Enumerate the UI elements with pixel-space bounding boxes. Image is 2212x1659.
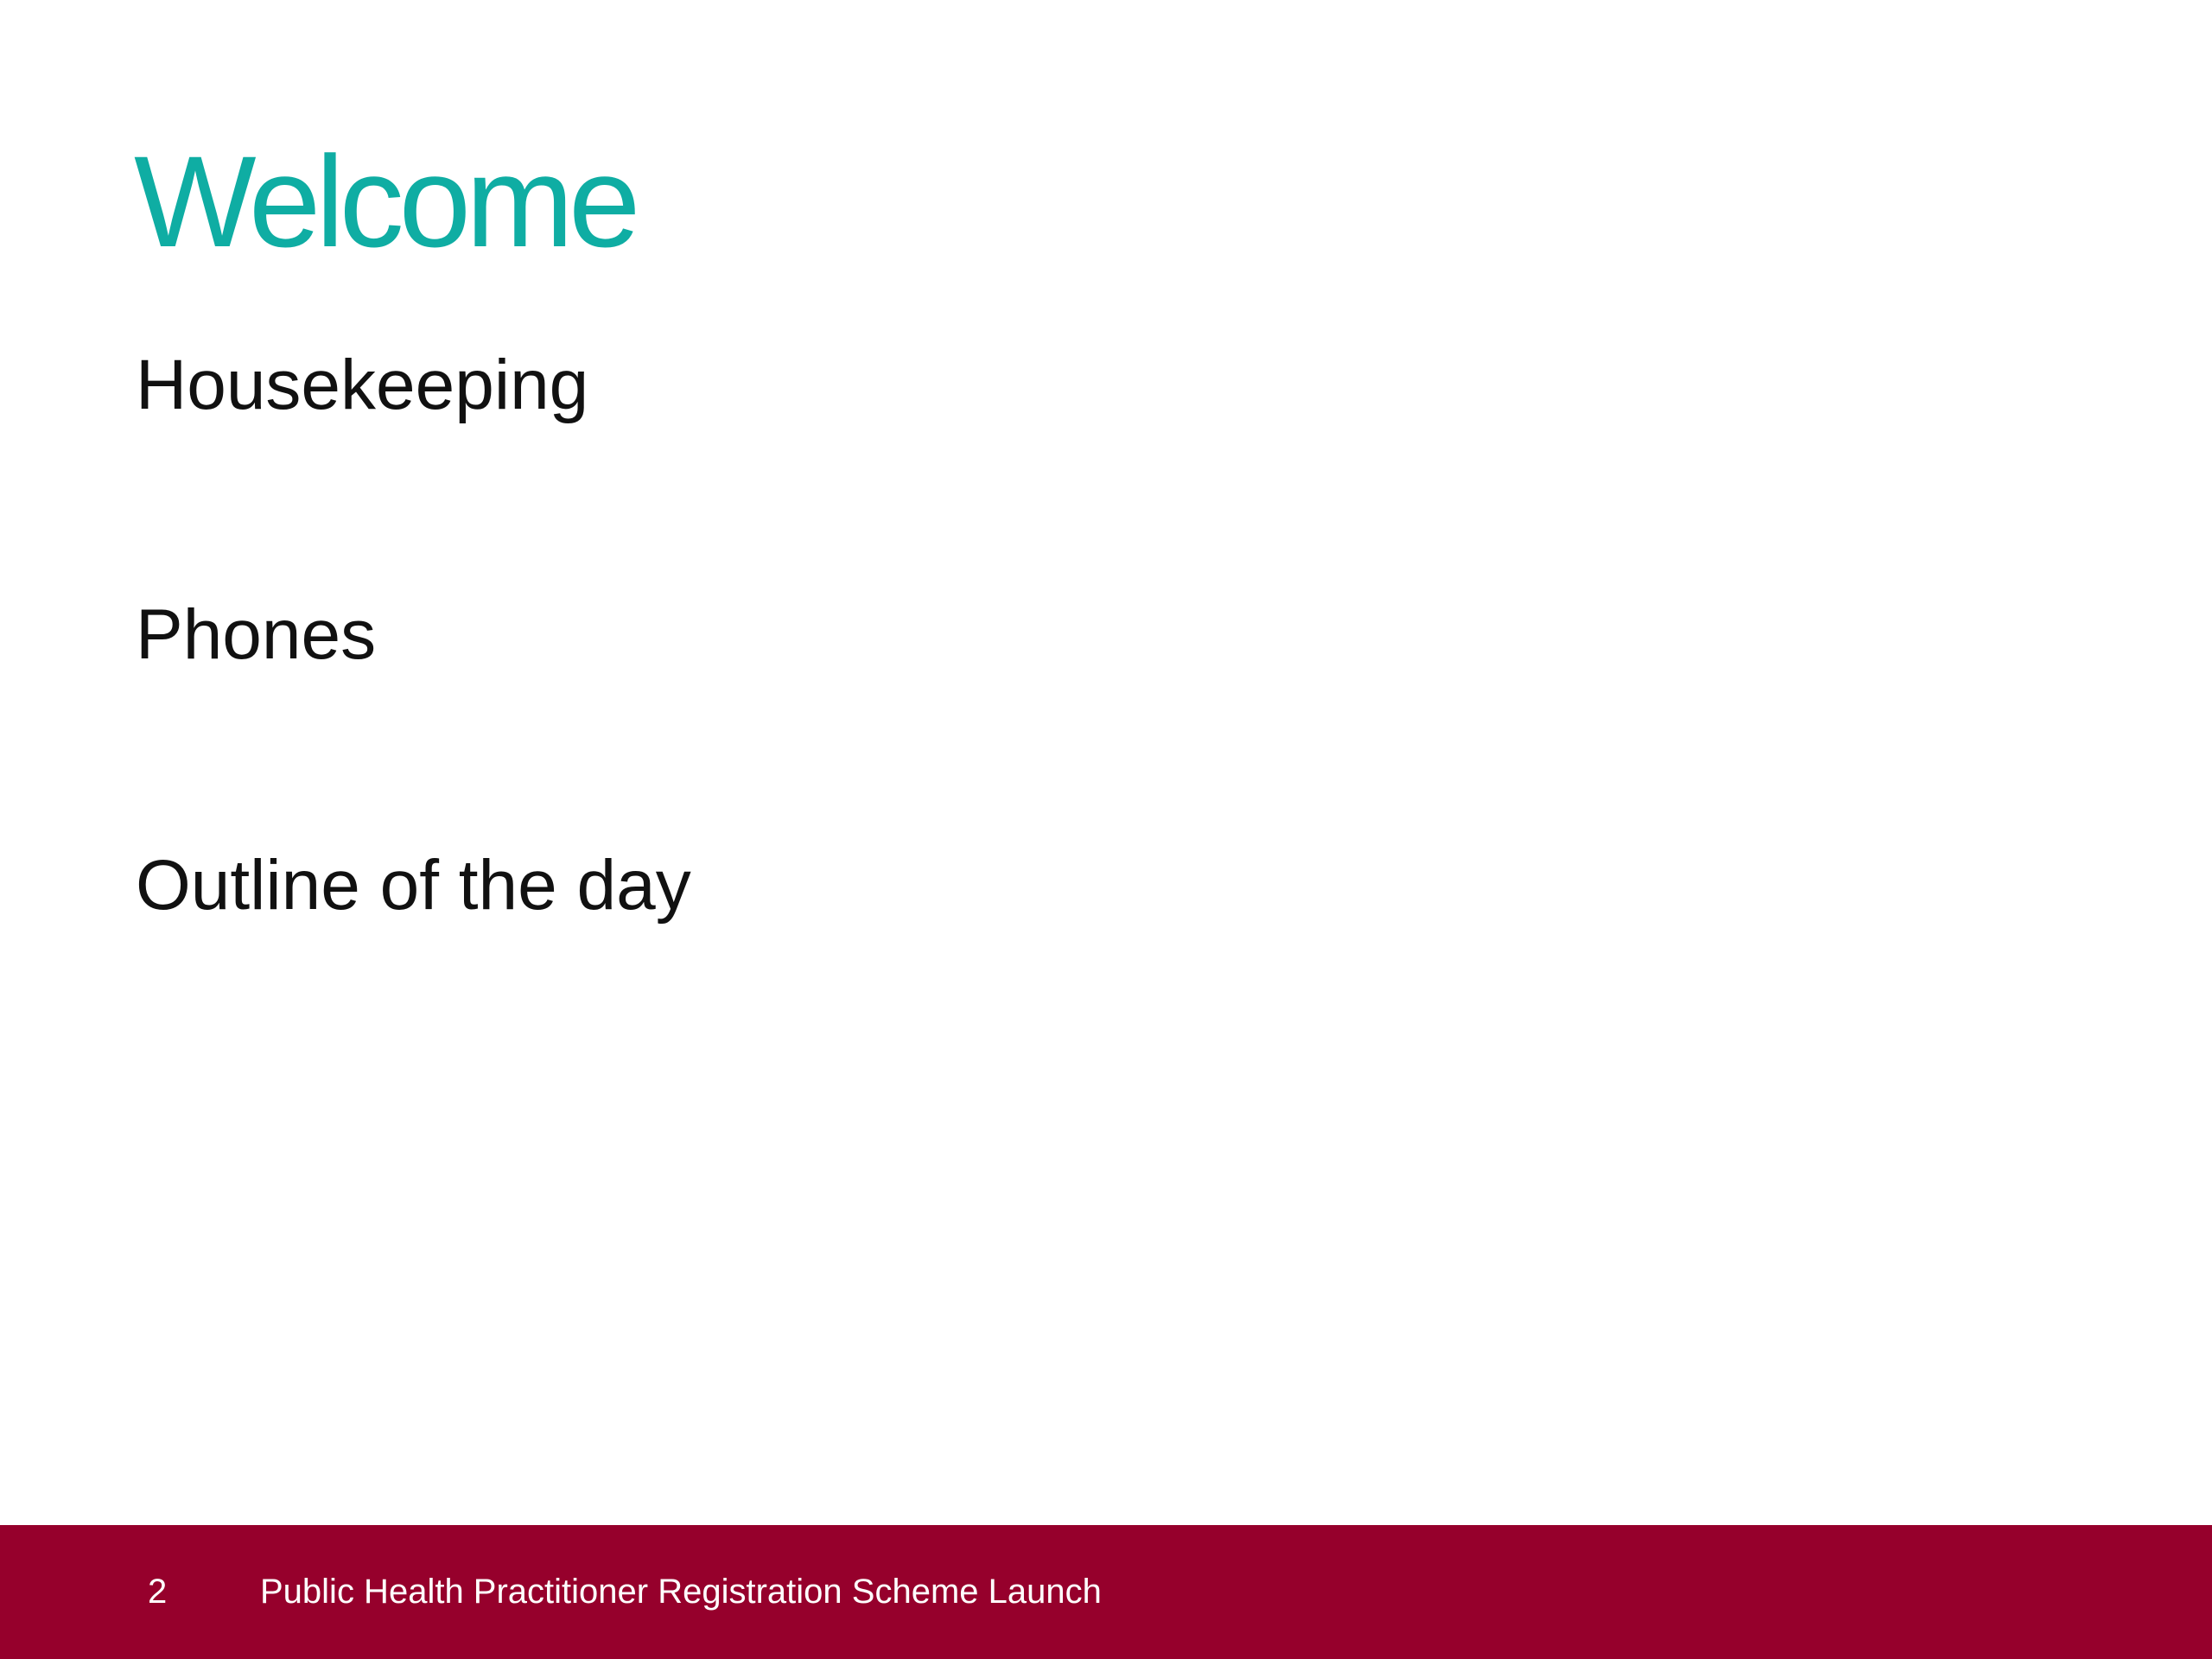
bullet-item-phones: Phones: [136, 595, 377, 674]
footer-bar: [0, 1525, 2212, 1659]
footer-caption: Public Health Practitioner Registration Scheme Launch: [260, 1573, 1102, 1611]
bullet-item-outline: Outline of the day: [136, 846, 691, 925]
bullet-item-housekeeping: Housekeeping: [136, 346, 589, 424]
slide-number: 2: [148, 1573, 168, 1611]
slide-title: Welcome: [134, 129, 636, 274]
